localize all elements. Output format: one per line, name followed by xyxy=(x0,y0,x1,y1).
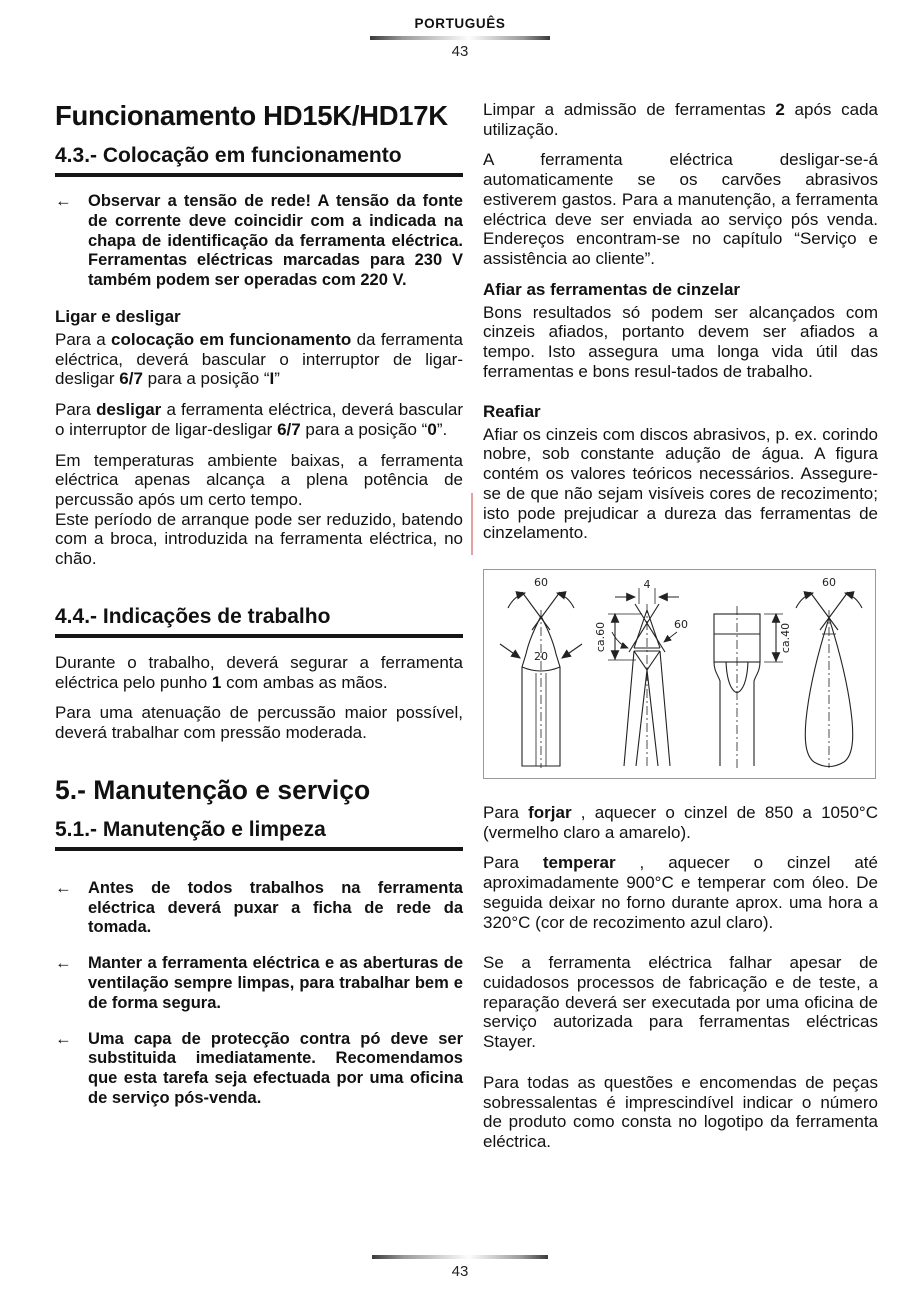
footer-rule xyxy=(372,1255,548,1259)
paragraph-clean-holder xyxy=(483,100,878,139)
dim-label-d1-width: 20 xyxy=(534,649,548,663)
text-run: ”. xyxy=(436,419,448,439)
warning-text: Uma capa de protecção contra pó deve ser substituida imediatamente. Recomendamos que esta tarefa seja efectuada por uma oficina de serviço pós-venda. xyxy=(88,1029,463,1107)
paragraph-repair: Se a ferramenta eléctrica falhar apesar de cuidadosos processos de fabricação e de teste, a reparação deverá ser executada por uma oficina de serviço autorizada para ferramentas eléctricas Stayer. xyxy=(483,953,878,1052)
bold-run: forjar xyxy=(528,802,572,822)
arrow-left-icon: ← xyxy=(55,954,72,973)
text-run: para a posição “ xyxy=(142,369,270,389)
text-run: Para xyxy=(483,853,543,873)
text-run: com ambas as mãos. xyxy=(221,672,388,692)
column-left xyxy=(55,100,463,1125)
text-run: , aquecer o cinzel de 850 a 1050°C (vermelho claro a amarelo). xyxy=(483,802,878,842)
arrow-left-icon: ← xyxy=(55,192,72,210)
warning-item xyxy=(55,954,463,1013)
bold-run: 0 xyxy=(427,419,437,439)
dim-label-d2-angle: 60 xyxy=(674,617,688,631)
bold-run: temperar xyxy=(542,853,616,873)
subheading-sharpen: Afiar as ferramentas de cinzelar xyxy=(483,279,741,299)
page-header xyxy=(0,16,920,60)
text-run: Limpar a admissão de ferramentas xyxy=(483,100,776,119)
warning-item xyxy=(55,879,463,938)
warning-text: Antes de todos trabalhos na ferramenta eléctrica deverá puxar a ficha de rede da tomada. xyxy=(88,878,463,937)
bold-run: 1 xyxy=(211,672,222,692)
paragraph-orders: Para todas as questões e encomendas de peças sobressalentas é imprescindível indicar o número de produto como consta no logotipo da ferramenta eléctrica. xyxy=(483,1072,878,1151)
subheading-ligar-desligar: Ligar e desligar xyxy=(55,306,181,326)
paragraph-auto-off: A ferramenta eléctrica desligar-se-á automaticamente se os carvões abrasivos estiverem gastos. Para a manutenção, a ferramenta eléctrica deve ser enviada ao serviço pós venda. Endereços encontram-se no capítulo “Serviço e assistência ao cliente”. xyxy=(483,150,878,269)
section-heading-5-1: 5.1.- Manutenção e limpeza xyxy=(55,818,463,851)
header-rule xyxy=(370,36,550,40)
bold-run: I xyxy=(269,369,275,389)
section-heading-5: 5.- Manutenção e serviço xyxy=(55,774,371,805)
text-run: após cada utilização. xyxy=(483,100,878,139)
paragraph-pressure: Para uma atenuação de percussão maior possível, deverá trabalhar com pressão moderada. xyxy=(55,703,463,743)
text-run: da ferramenta eléctrica, deverá bascular o interruptor de ligar-desligar xyxy=(55,329,464,389)
main-heading: Funcionamento HD15K/HD17K xyxy=(55,100,448,131)
warning-text: Manter a ferramenta eléctrica e as aberturas de ventilação sempre limpas, para trabalhar bem e de forma segura. xyxy=(88,954,463,1012)
bold-run: 2 xyxy=(775,100,785,119)
paragraph-resharpen: Afiar os cinzeis com discos abrasivos, p. ex. corindo nobre, sob constante adução de água. A figura contém os valores teóricos necessários. Assegure-se de que não sejam visíveis cores de recozimento; isto pode prejudicar a dureza das ferramentas de cinzelamento. xyxy=(483,424,878,543)
bold-run: desligar xyxy=(96,400,162,420)
text-run: Este período de arranque pode ser reduzido, batendo com a broca, introduzida na ferramenta eléctrica, no chão. xyxy=(55,509,463,569)
paragraph-temper xyxy=(483,853,878,932)
dim-label-d4-angle: 60 xyxy=(822,575,836,589)
warning-text: Observar a tensão de rede! A tensão da fonte de corrente deve coincidir com a indicada na chapa de identificação da ferramenta eléctrica. Ferramentas eléctricas marcadas para 230 V também podem ser operadas com 220 V. xyxy=(88,192,463,290)
text-run: para a posição “ xyxy=(300,419,428,439)
text-run: Durante o trabalho, deverá segurar a ferramenta eléctrica pelo punho xyxy=(55,652,463,692)
chisel-figure xyxy=(483,569,876,779)
dim-label-d3-height: ca.40 xyxy=(779,622,792,654)
text-run: Para xyxy=(55,400,97,420)
arrow-left-icon: ← xyxy=(55,878,72,897)
chisel-diagram-svg xyxy=(484,570,875,778)
revision-mark xyxy=(471,493,473,555)
text-run: a ferramenta eléctrica, deverá bascular o interruptor de ligar-desligar xyxy=(55,400,463,439)
text-run: Para a xyxy=(55,329,112,349)
text-run: Em temperaturas ambiente baixas, a ferramenta eléctrica apenas alcança a plena potência de percussão após um certo tempo. xyxy=(55,450,463,510)
language-label: PORTUGUÊS xyxy=(414,16,506,31)
dim-label-d2-width: 4 xyxy=(643,577,651,591)
dim-label-d1-angle: 60 xyxy=(534,575,548,589)
text-run: , aquecer o cinzel até aproximadamente 900°C e temperar com óleo. De seguida deixar no forno durante aprox. uma hora a 320°C (cor de recozimento azul claro). xyxy=(483,853,878,932)
bold-run: colocação em funcionamento xyxy=(111,329,352,349)
page-footer xyxy=(0,1255,920,1280)
dim-label-d2-height: ca.60 xyxy=(594,621,607,653)
column-right xyxy=(483,100,878,1163)
page-number-top: 43 xyxy=(451,43,469,60)
section-heading-4-3: 4.3.- Colocação em funcionamento xyxy=(55,144,463,177)
paragraph-grip xyxy=(55,653,463,692)
text-run: ” xyxy=(274,369,280,389)
maintenance-bullets xyxy=(55,879,463,1109)
warning-item xyxy=(55,192,463,291)
bold-run: 6/7 xyxy=(277,419,301,439)
section-heading-4-4: 4.4.- Indicações de trabalho xyxy=(55,605,463,638)
paragraph-cold-start xyxy=(55,451,463,569)
subheading-resharpen: Reafiar xyxy=(483,401,541,421)
page-number-bottom: 43 xyxy=(451,1263,469,1280)
text-run: Para xyxy=(483,802,529,822)
warning-item xyxy=(55,1030,463,1109)
paragraph-switch-on xyxy=(55,330,463,389)
paragraph-sharpen: Bons resultados só podem ser alcançados com cinzeis afiados, portanto devem ser afiados a tempo. Isto assegura uma longa vida útil das ferramentas e bons resul-tados de trabalho. xyxy=(483,302,878,381)
arrow-left-icon: ← xyxy=(55,1029,72,1048)
paragraph-switch-off xyxy=(55,400,463,439)
paragraph-forge xyxy=(483,803,878,842)
bold-run: 6/7 xyxy=(119,369,143,389)
